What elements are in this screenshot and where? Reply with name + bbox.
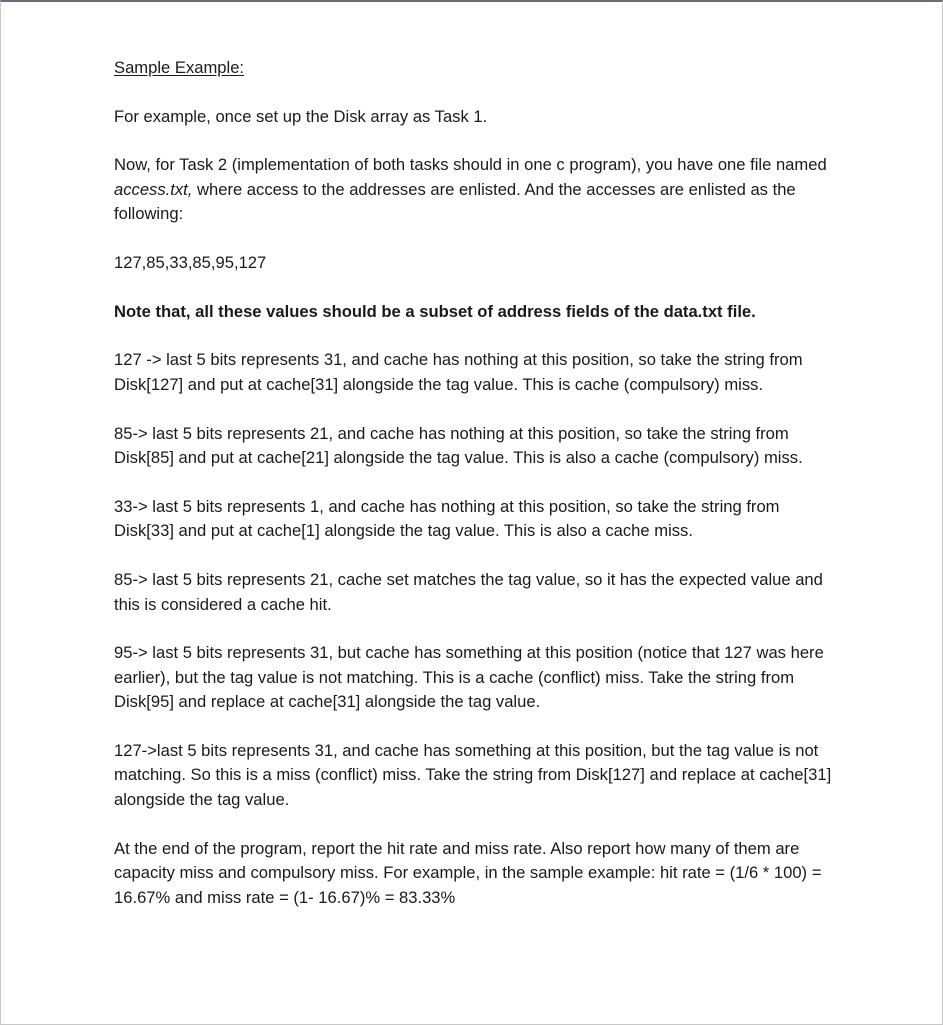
section-heading: Sample Example: — [114, 58, 245, 77]
step-paragraph-5: 95-> last 5 bits represents 31, but cache has something at this position (notice that 127 was here earlier), but the tag value is not matching. This is a cache (conflict) miss. Take the string from Disk[95] and replace at cache[31] alongside the tag value. — [114, 643, 824, 712]
task2-paragraph — [114, 153, 834, 227]
task2-text-before: Now, for Task 2 (implementation of both tasks should in one c program), you have one file named — [114, 155, 827, 175]
task2-text-after: where access to the addresses are enlisted. And the accesses are enlisted as the following: — [114, 179, 796, 224]
step-paragraph-2: 85-> last 5 bits represents 21, and cache has nothing at this position, so take the string from Disk[85] and put at cache[21] alongside the tag value. This is also a cache (compulsory) miss. — [114, 423, 803, 468]
step-paragraph-6: 127->last 5 bits represents 31, and cache has something at this position, but the tag value is not matching. So this is a miss (conflict) miss. Take the string from Disk[127] and replace at cache[31] alongside the tag value. — [114, 740, 832, 809]
step-paragraph-3: 33-> last 5 bits represents 1, and cache has nothing at this position, so take the string from Disk[33] and put at cache[1] alongside the tag value. This is also a cache miss. — [114, 496, 780, 541]
access-list: 127,85,33,85,95,127 — [114, 253, 267, 273]
filename-text: access.txt, — [114, 179, 193, 199]
note-paragraph: Note that, all these values should be a subset of address fields of the data.txt file. — [114, 301, 756, 321]
step-paragraph-1: 127 -> last 5 bits represents 31, and cache has nothing at this position, so take the string from Disk[127] and put at cache[31] alongside the tag value. This is cache (compulsory) miss. — [114, 350, 803, 394]
document-body — [114, 56, 834, 934]
intro-paragraph: For example, once set up the Disk array as Task 1. — [114, 106, 488, 126]
conclusion-paragraph: At the end of the program, report the hit rate and miss rate. Also report how many of them are capacity miss and compulsory miss. For example, in the sample example: hit rate = (1/6 * 100) = 16.67% and miss rate = (1- 16.67)% = 83.33% — [114, 838, 822, 907]
step-paragraph-4: 85-> last 5 bits represents 21, cache set matches the tag value, so it has the expected value and this is considered a cache hit. — [114, 570, 823, 614]
